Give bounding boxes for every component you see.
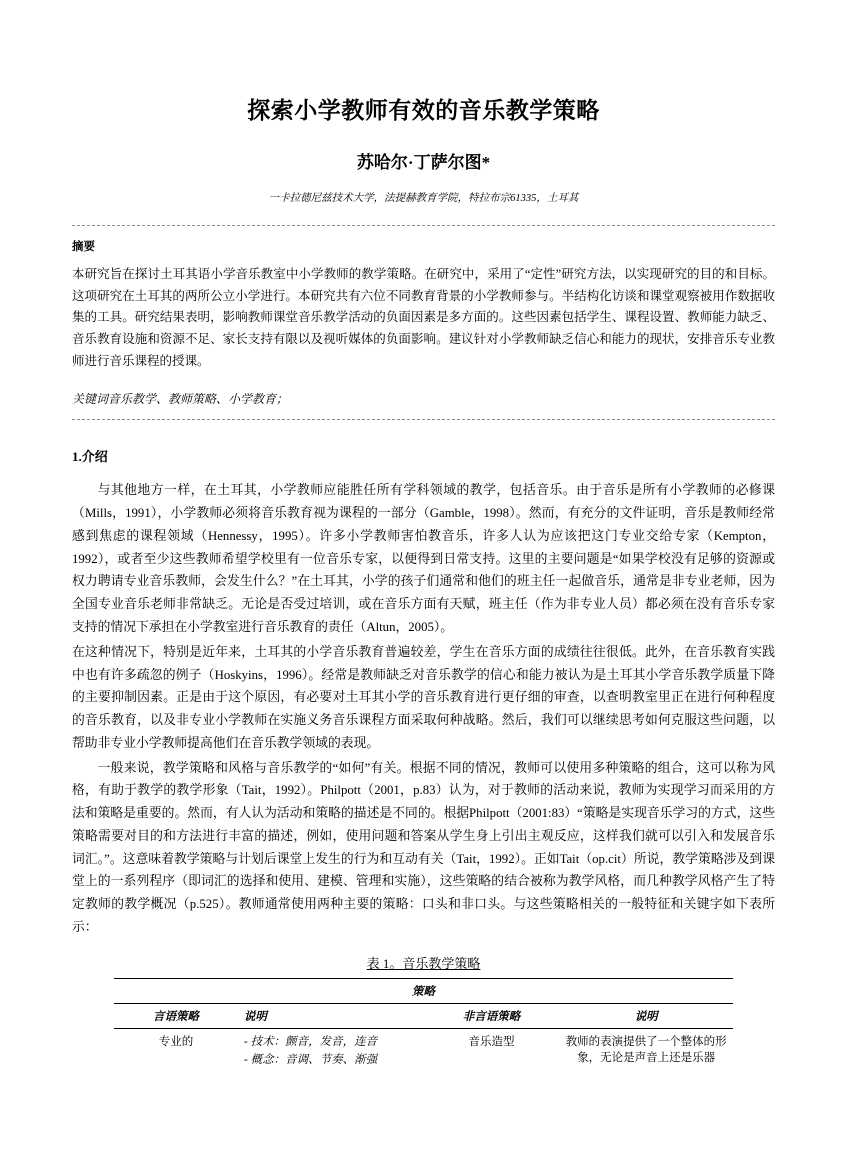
abstract-heading: 摘要	[72, 240, 95, 253]
paragraph-1: 与其他地方一样，在土耳其，小学教师应能胜任所有学科领域的教学，包括音乐。由于音乐是所有小学教师的必修课（Mills，1991），小学教师必须将音乐教育视为课程的一部分（Gamble，1998）。然而，有充分的文件证明，音乐是教师经常感到焦虑的课程领域（Hennessy，1995）。许多小学教师害怕教音乐，许多人认为应该把这门专业交给专家（Kempton，1992），或者至少这些教师希望学校里有一位音乐专家，以便得到日常支持。这里的主要问题是“如果学校没有足够的资源或权力聘请专业音乐教师，会发生什么？”在土耳其，小学的孩子们通常和他们的班主任一起做音乐，通常是非专业老师，因为全国专业音乐老师非常缺乏。无论是否受过培训，或在音乐方面有天赋，班主任（作为非专业人员）都必须在没有音乐专家支持的情况下承担在小学教室进行音乐教育的责任（Altun，2005）。	[72, 483, 775, 634]
table-header-row	[114, 1003, 733, 1028]
table-cell-nonverbal-description: 教师的表演提供了一个整体的形象，无论是声音上还是乐器	[565, 1035, 727, 1064]
table-group-header-row	[114, 978, 733, 1003]
table-group-header: 策略	[114, 978, 733, 1003]
keywords-label: 关键词	[72, 392, 109, 407]
table-caption: 表 1。音乐教学策略	[366, 955, 481, 971]
table-cell-verbal-description	[238, 1028, 424, 1073]
table-header-verbal-strategy: 言语策略	[114, 1003, 238, 1028]
verbal-description-list	[244, 1033, 418, 1070]
section-heading-introduction: 1.介绍	[72, 449, 108, 465]
list-item: - 技术：颤音，发音，连音	[243, 1035, 378, 1048]
author-name: 苏哈尔·丁萨尔图*	[356, 152, 491, 172]
author-affiliation: 一卡拉德尼兹技术大学，法提赫教育学院，特拉布宗61335，土耳其	[268, 192, 579, 204]
abstract-text: 本研究旨在探讨土耳其语小学音乐教室中小学教师的教学策略。在研究中，采用了“定性”研究方法，以实现研究的目的和目标。这项研究在土耳其的两所公立小学进行。本研究共有六位不同教育背景的小学教师参与。半结构化访谈和课堂观察被用作数据收集的工具。研究结果表明，影响教师课堂音乐教学活动的负面因素是多方面的。这些因素包括学生、课程设置、教师能力缺乏、音乐教育设施和资源不足、家长支持有限以及视听媒体的负面影响。建议针对小学教师缺乏信心和能力的现状，安排音乐专业教师进行音乐课程的授课。	[72, 266, 775, 369]
table-header-nonverbal-strategy: 非言语策略	[423, 1003, 559, 1028]
keywords-text: 音乐教学、教师策略、小学教育；	[108, 392, 289, 407]
divider-bottom	[72, 419, 775, 420]
keywords-line	[72, 389, 775, 409]
table-header-verbal-description: 说明	[238, 1003, 424, 1028]
table-header-nonverbal-description: 说明	[560, 1003, 733, 1028]
page-title: 探索小学教师有效的音乐教学策略	[247, 98, 600, 123]
table-row	[114, 1028, 733, 1073]
music-strategies-table	[114, 978, 733, 1074]
paragraph-2: 在这种情况下，特别是近年来，土耳其的小学音乐教育普遍较差，学生在音乐方面的成绩往往很低。此外，在音乐教育实践中也有许多疏忽的例子（Hoskyins，1996）。经常是教师缺乏对音乐教学的信心和能力被认为是土耳其小学音乐教学质量下降的主要抑制因素。正是由于这个原因，有必要对土耳其小学的音乐教育进行更仔细的审查，以查明教室里正在进行何种程度的音乐教育，以及非专业小学教师在实施义务音乐课程方面采取何种战略。然后，我们可以继续思考如何克服这些问题，以帮助非专业小学教师提高他们在音乐教学领域的表现。	[72, 644, 775, 750]
list-item: - 概念：音调、节奏、渐强	[243, 1054, 378, 1067]
table-cell-verbal-strategy: 专业的	[158, 1035, 194, 1048]
paragraph-3: 一般来说，教学策略和风格与音乐教学的“如何”有关。根据不同的情况，教师可以使用多种策略的组合，这可以称为风格，有助于教学的教学形象（Tait，1992）。Philpott（2001，p.83）认为，对于教师的活动来说，教师为实现学习而采用的方法和策略是重要的。然而，有人认为活动和策略的描述是不同的。根据Philpott（2001:83）“策略是实现音乐学习的方式，这些策略需要对目的和方法进行丰富的描述，例如，使用问题和答案从学生身上引出主观反应，这样我们就可以引入和发展音乐词汇。”。这意味着教学策略与计划后课堂上发生的行为和互动有关（Tait，1992）。正如Tait（op.cit）所说，教学策略涉及到课堂上的一系列程序（即词汇的选择和使用、建模、管理和实施），这些策略的结合被称为教学风格，而几种教学风格产生了特定教师的教学概况（p.525）。教师通常使用两种主要的策略：口头和非口头。与这些策略相关的一般特征和关键字如下表所示：	[72, 760, 775, 934]
table-cell-nonverbal-strategy: 音乐造型	[468, 1035, 515, 1048]
divider-top	[72, 225, 775, 226]
